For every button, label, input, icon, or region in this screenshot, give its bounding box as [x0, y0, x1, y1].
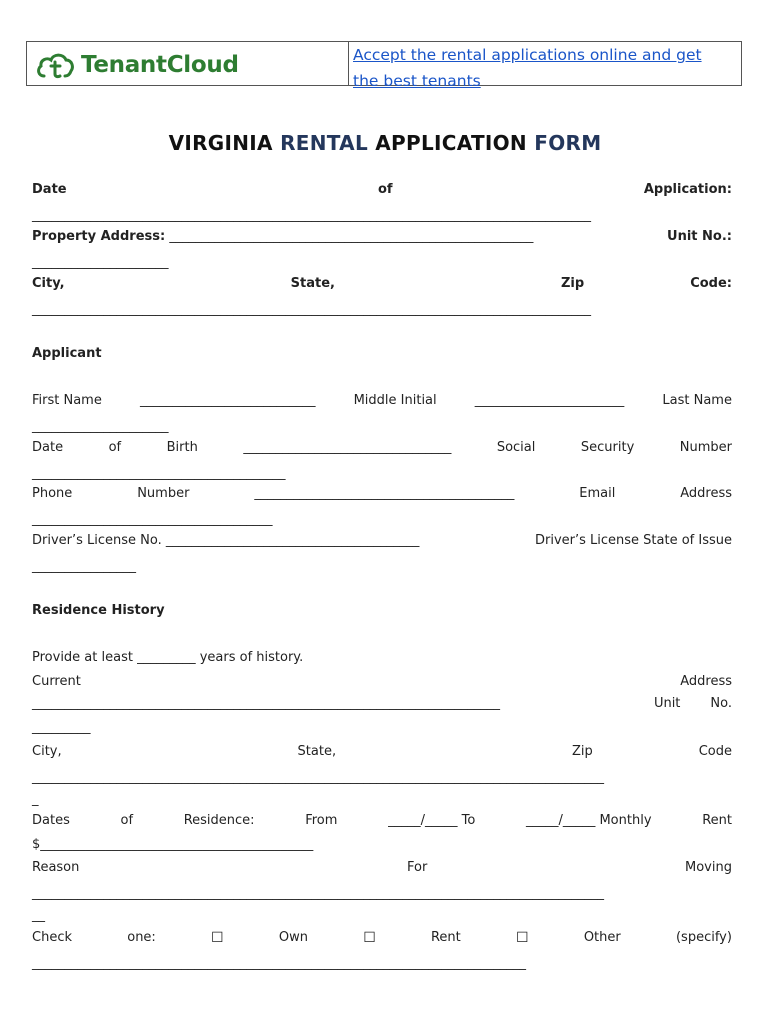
residence-code-label: Code: [698, 744, 732, 759]
promo-line-2[interactable]: the best tenants: [353, 72, 481, 90]
drivers-license-row: [32, 533, 732, 548]
for-label: For: [407, 860, 428, 875]
own-label: Own: [278, 930, 308, 945]
title-part-2: RENTAL: [280, 131, 368, 155]
name-row: [32, 393, 732, 408]
current-address-label: Address: [680, 674, 732, 689]
applicant-heading: Applicant: [32, 346, 102, 361]
current-address-row: [32, 674, 732, 689]
provide-years-text[interactable]: Provide at least _________ years of history.: [32, 650, 304, 665]
first-name-line[interactable]: ___________________________: [139, 393, 316, 408]
dl-line[interactable]: _______________________________________: [165, 533, 420, 548]
current-label: Current: [32, 674, 81, 689]
property-address-row: [32, 229, 732, 244]
ssn-security-label: Security: [580, 440, 635, 455]
phone-label: Phone: [32, 486, 73, 501]
one-label: one:: [127, 930, 156, 945]
check-label: Check: [32, 930, 72, 945]
current-address-line-row: [32, 696, 732, 711]
tenantcloud-logo[interactable]: [35, 50, 239, 80]
residence-no-label: No.: [710, 696, 732, 711]
date-of-application-row: [32, 182, 732, 197]
dates-of-label: of: [120, 813, 134, 828]
ssn-social-label: Social: [496, 440, 536, 455]
dl-label: Driver’s License No.: [32, 533, 162, 548]
residence-city-label: City,: [32, 744, 62, 759]
moving-label: Moving: [685, 860, 732, 875]
ssn-number-label: Number: [679, 440, 732, 455]
date-label: Date: [32, 182, 67, 197]
city-state-zip-row: [32, 276, 732, 291]
date-of-application-line[interactable]: ______________________________________________________________________________________: [32, 208, 591, 223]
residence-csz-line[interactable]: ________________________________________________________________________________________: [32, 770, 604, 785]
title-part-4: FORM: [534, 131, 602, 155]
dob-of-label: of: [108, 440, 122, 455]
promo-link[interactable]: [353, 42, 733, 94]
to-date-line[interactable]: _____/_____ Monthly: [525, 813, 652, 828]
reason-label: Reason: [32, 860, 80, 875]
dob-ssn-row: [32, 440, 732, 455]
last-name-line[interactable]: _____________________: [32, 419, 169, 434]
promo-line-1[interactable]: Accept the rental applications online and get: [353, 46, 702, 64]
city-state-zip-line[interactable]: ______________________________________________________________________________________: [32, 302, 591, 317]
unit-no-label: Unit No.:: [667, 229, 732, 244]
dob-date-label: Date: [32, 440, 64, 455]
residence-state-label: State,: [297, 744, 337, 759]
property-address-line[interactable]: ________________________________________________________: [169, 229, 534, 244]
rent-checkbox[interactable]: ☐: [363, 930, 376, 946]
cloud-logo-icon: [35, 50, 75, 80]
logo-text-tenant: Tenant: [81, 52, 167, 78]
code-label: Code:: [690, 276, 732, 291]
logo-text: [81, 52, 239, 78]
title-part-3: APPLICATION: [368, 131, 535, 155]
dl-state-line[interactable]: ________________: [32, 559, 136, 574]
other-label: Other: [583, 930, 621, 945]
unit-no-line[interactable]: _____________________: [32, 255, 169, 270]
own-checkbox[interactable]: ☐: [211, 930, 224, 946]
application-label: Application:: [643, 182, 732, 197]
dob-line[interactable]: ________________________________: [243, 440, 452, 455]
residence-label: Residence:: [183, 813, 255, 828]
first-name-label: First Name: [32, 393, 102, 408]
residence-unit-line[interactable]: _________: [32, 720, 91, 735]
of-label: of: [377, 182, 393, 197]
email-line[interactable]: _____________________________________: [32, 512, 273, 527]
zip-label: Zip: [560, 276, 585, 291]
email-address-label: Address: [680, 486, 732, 501]
rent-option-label: Rent: [430, 930, 461, 945]
from-date-line[interactable]: _____/_____ To: [388, 813, 476, 828]
phone-email-row: [32, 486, 732, 501]
city-label: City,: [32, 276, 65, 291]
state-label: State,: [290, 276, 335, 291]
other-specify-line[interactable]: ____________________________________________________________________________: [32, 956, 526, 971]
reason-for-moving-row: [32, 860, 732, 875]
header-divider: [348, 42, 349, 85]
residence-history-heading: Residence History: [32, 603, 165, 618]
header-box: [26, 41, 742, 90]
last-name-label: Last Name: [662, 393, 732, 408]
dates-of-residence-row: [32, 813, 732, 828]
current-address-line[interactable]: ________________________________________________________________________: [32, 696, 500, 711]
check-one-row: [32, 930, 732, 946]
other-checkbox[interactable]: ☐: [516, 930, 529, 946]
page-title: [0, 131, 770, 155]
middle-initial-line[interactable]: _______________________: [474, 393, 625, 408]
residence-zip-label: Zip: [572, 744, 593, 759]
dob-birth-label: Birth: [166, 440, 198, 455]
ssn-line[interactable]: _______________________________________: [32, 466, 286, 481]
email-label: Email: [579, 486, 616, 501]
logo-text-cloud: Cloud: [166, 52, 239, 78]
residence-csz-row: [32, 744, 732, 759]
reason-line[interactable]: ________________________________________________________________________________________: [32, 886, 604, 901]
dl-state-label: Driver’s License State of Issue: [534, 533, 732, 548]
dates-label: Dates: [32, 813, 70, 828]
residence-csz-line-2[interactable]: _: [32, 792, 39, 807]
residence-unit-label: Unit: [653, 696, 681, 711]
phone-line[interactable]: ________________________________________: [254, 486, 515, 501]
reason-line-2[interactable]: __: [32, 908, 45, 923]
from-label: From: [305, 813, 338, 828]
monthly-rent-line[interactable]: $__________________________________________: [32, 837, 314, 852]
middle-initial-label: Middle Initial: [353, 393, 437, 408]
property-address-label: Property Address:: [32, 229, 166, 244]
rent-label: Rent: [702, 813, 732, 828]
specify-label: (specify): [675, 930, 732, 945]
title-part-1: VIRGINIA: [168, 131, 281, 155]
phone-number-label: Number: [137, 486, 190, 501]
